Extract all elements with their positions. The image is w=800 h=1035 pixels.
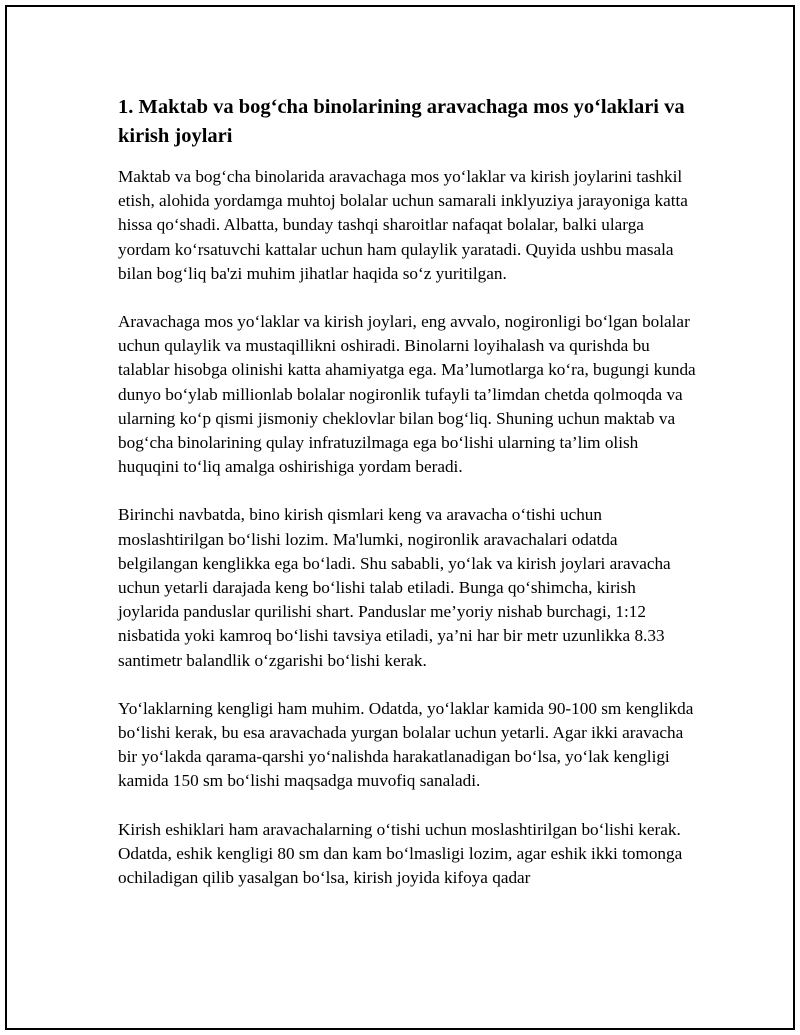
paragraph-doors: Kirish eshiklari ham aravachalarning o‘tishi uchun moslashtirilgan bo‘lishi kerak. Odatda, eshik kengligi 80 sm dan kam bo‘lmasligi lozim, agar eshik ikki tomonga ochiladigan qilib yasalgan bo‘lsa, kirish joyida kifoya qadar <box>118 819 683 888</box>
paragraph-corridor-width: Yo‘laklarning kengligi ham muhim. Odatda, yo‘laklar kamida 90-100 sm kenglikda bo‘lishi kerak, bu esa aravachada yurgan bolalar uchun yetarli. Agar ikki aravacha bir yo‘lakda qarama-qarshi yo‘nalishda harakatlanadigan bo‘lsa, yo‘lak kengligi kamida 150 sm bo‘lishi maqsadga muvofiq sanaladi. <box>118 698 694 791</box>
paragraph-entrances-ramps: Birinchi navbatda, bino kirish qismlari keng va aravacha o‘tishi uchun moslashtirilgan bo‘lishi lozim. Ma'lumki, nogironlik aravachalari odatda belgilangan kenglikka ega bo‘ladi. Shu sababli, yo‘lak va kirish joylari aravacha uchun yetarli darajada keng bo‘lishi talab etiladi. Bunga qo‘shimcha, kirish joylarida panduslar qurilishi shart. Panduslar me’yoriy nishab burchagi, 1:12 nisbatida yoki kamroq bo‘lishi tavsiya etiladi, ya’ni har bir metr uzunlikka 8.33 santimetr balandlik o‘zgarishi bo‘lishi kerak. <box>118 505 671 670</box>
section-heading: 1. Maktab va bog‘cha binolarining aravachaga mos yo‘laklari va kirish joylari <box>118 96 685 147</box>
paragraph-intro: Maktab va bog‘cha binolarida aravachaga mos yo‘laklar va kirish joylarini tashkil etish, alohida yordamga muhtoj bolalar uchun samarali inklyuziya jarayoniga katta hissa qo‘shadi. Albatta, bunday tashqi sharoitlar nafaqat bolalar, balki ularga yordam ko‘rsatuvchi kattalar uchun ham qulaylik yaratadi. Quyida ushbu masala bilan bog‘liq ba'zi muhim jihatlar haqida so‘z yuritilgan. <box>118 167 688 283</box>
document-body <box>118 93 698 914</box>
paragraph-accessibility: Aravachaga mos yo‘laklar va kirish joylari, eng avvalo, nogironligi bo‘lgan bolalar uchun qulaylik va mustaqillikni oshiradi. Binolarni loyihalash va qurishda bu talablar hisobga olinishi katta ahamiyatga ega. Ma’lumotlarga ko‘ra, bugungi kunda dunyo bo‘ylab millionlab bolalar nogironlik tufayli ta’limdan chetda qolmoqda va ularning ko‘p qismi jismoniy cheklovlar bilan bog‘liq. Shuning uchun maktab va bog‘cha binolarining qulay infratuzilmaga ega bo‘lishi ularning ta’lim olish huquqini to‘liq amalga oshirishiga yordam beradi. <box>118 312 696 477</box>
